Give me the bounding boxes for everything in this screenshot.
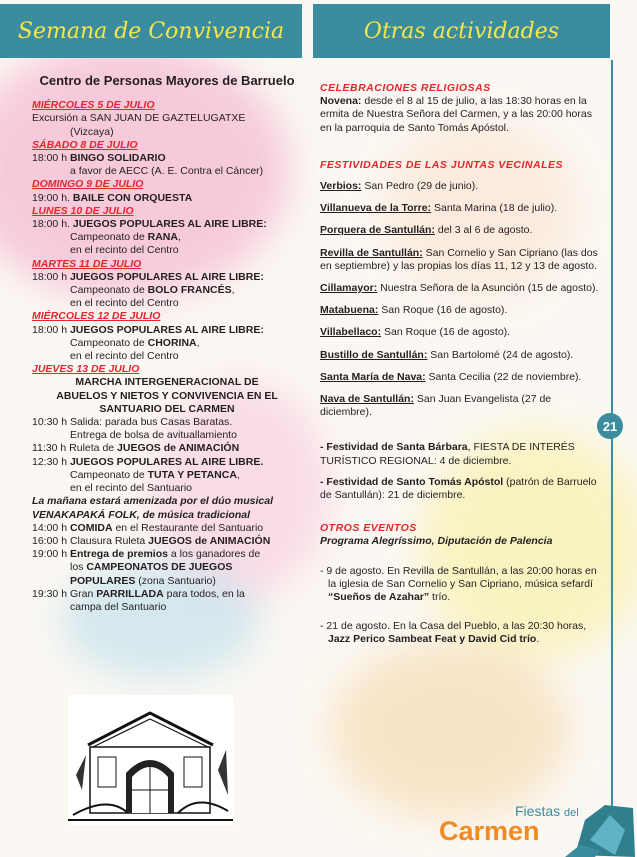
- novena-label: Novena:: [320, 95, 362, 108]
- event-time: 16:00 h: [32, 534, 70, 547]
- line-bold: CAMPEONATOS DE JUEGOS: [86, 561, 233, 574]
- event-sefardi: [320, 565, 602, 605]
- fiestas-logo: [439, 800, 635, 857]
- day-heading: MARTES 11 DE JULIO: [32, 257, 142, 270]
- junta-text: Santa Cecilia (22 de noviembre).: [425, 370, 582, 383]
- logo-fiestas-word: Fiestas: [515, 803, 561, 819]
- junta-text: San Roque (16 de agosto).: [378, 304, 508, 317]
- schedule-event: [32, 416, 302, 429]
- event-time: 19:30 h: [32, 587, 70, 600]
- day-heading: MIÉRCOLES 12 DE JULIO: [32, 310, 161, 323]
- left-column: [32, 74, 302, 614]
- line-text: Campeonato de: [70, 468, 148, 481]
- event-title: BINGO SOLIDARIO: [69, 152, 166, 165]
- junta-text: San Juan Evangelista (27 de diciembre).: [320, 393, 552, 419]
- event-text: para todos, en la: [163, 587, 245, 600]
- junta-text: Santa Marina (18 de julio).: [431, 202, 558, 215]
- logo-del-word: del: [564, 807, 579, 819]
- junta-text: San Roque (16 de agosto).: [381, 326, 511, 339]
- junta-place: Verbios:: [320, 180, 362, 193]
- fest-santa-barbara-label: - Festividad de Santa Bárbara: [320, 441, 468, 454]
- junta-item: [320, 326, 602, 339]
- religiosas-heading: CELEBRACIONES RELIGIOSAS: [320, 82, 491, 94]
- fest-santa-barbara: [320, 441, 602, 467]
- schedule-line: [32, 337, 302, 350]
- page-number: 21: [597, 413, 623, 439]
- event-time: 14:00 h: [32, 521, 70, 534]
- schedule-list: [32, 99, 302, 614]
- logo-carmen: Carmen: [439, 816, 540, 846]
- event-title: Entrega de premios: [69, 548, 168, 561]
- junta-place: Villanueva de la Torre:: [320, 202, 432, 215]
- schedule-line: SANTUARIO DEL CARMEN: [99, 402, 235, 415]
- schedule-line: en el recinto del Centro: [70, 350, 179, 363]
- fest-santo-tomas: [320, 476, 602, 502]
- schedule-event: [32, 548, 302, 561]
- event-text: Salida: parada bus Casas Baratas.: [69, 416, 233, 429]
- line-text: Campeonato de: [70, 336, 148, 349]
- event-text: Clausura Ruleta: [69, 534, 149, 547]
- event-title: JUEGOS de ANIMACIÓN: [148, 534, 271, 547]
- right-banner-title: Otras actividades: [363, 18, 560, 44]
- junta-item: [320, 393, 602, 419]
- line-text: los: [70, 561, 87, 574]
- schedule-event: [32, 588, 302, 601]
- schedule-line: campa del Santuario: [70, 600, 167, 613]
- schedule-event: [32, 522, 302, 535]
- event-time: 19:00 h.: [32, 191, 73, 204]
- junta-text: del 3 al 6 de agosto.: [434, 224, 533, 237]
- schedule-line: MARCHA INTERGENERACIONAL DE: [75, 376, 259, 389]
- schedule-line: Excursión a SAN JUAN DE GAZTELUGATXE: [32, 112, 246, 125]
- junta-item: [320, 247, 602, 273]
- novena-paragraph: [320, 95, 602, 135]
- column-divider: [611, 60, 613, 850]
- junta-item: [320, 202, 602, 215]
- schedule-line: [32, 469, 302, 482]
- event-text: en el Restaurante del Santuario: [112, 521, 264, 534]
- line-bold: RANA: [147, 231, 178, 244]
- event-title: JUEGOS de ANIMACIÓN: [117, 442, 240, 455]
- junta-item: [320, 371, 602, 384]
- junta-place: Bustillo de Santullán:: [320, 348, 428, 361]
- schedule-line: ABUELOS Y NIETOS Y CONVIVENCIA EN EL: [56, 389, 278, 402]
- event-title: PARRILLADA: [96, 587, 164, 600]
- junta-item: [320, 304, 602, 317]
- event-time: 11:30 h: [32, 442, 70, 455]
- day-heading: LUNES 10 DE JULIO: [32, 204, 134, 217]
- day-heading: DOMINGO 9 DE JULIO: [32, 178, 144, 191]
- junta-text: San Pedro (29 de junio).: [361, 180, 479, 193]
- schedule-event: [32, 192, 302, 205]
- line-bold: POPULARES: [70, 574, 136, 587]
- event-jazz-title: Jazz Perico Sambeat Feat y David Cid trío: [328, 633, 537, 646]
- event-sefardi-text: - 9 de agosto. En Revilla de Santullán, a las 20:00 horas en la iglesia de San Cornelio y San Cipriano, música sefardí: [320, 564, 597, 590]
- junta-text: Nuestra Señora de la Asunción (15 de agosto).: [377, 282, 599, 295]
- event-sefardi-title: “Sueños de Azahar”: [328, 591, 430, 604]
- junta-item: [320, 180, 602, 193]
- sanctuary-drawing: [68, 695, 233, 825]
- event-sefardi-end: trío.: [429, 591, 451, 604]
- schedule-event: [32, 271, 302, 284]
- day-heading: MIÉRCOLES 5 DE JULIO: [32, 99, 155, 112]
- schedule-line: a favor de AECC (A. E. Contra el Cáncer): [70, 165, 264, 178]
- junta-text: San Bartolomé (24 de agosto).: [427, 348, 574, 361]
- schedule-note: La mañana estará amenizada por el dúo musical: [32, 495, 274, 508]
- junta-place: Santa María de Nava:: [320, 370, 426, 383]
- event-title: JUEGOS POPULARES AL AIRE LIBRE:: [72, 218, 267, 231]
- schedule-event: [32, 456, 302, 469]
- schedule-event: [32, 442, 302, 455]
- schedule-event: [32, 535, 302, 548]
- juntas-heading: FESTIVIDADES DE LAS JUNTAS VECINALES: [320, 158, 564, 171]
- fest-santa-barbara-text: , FIESTA DE INTERÉS TURÍSTICO REGIONAL: 4 de diciembre.: [320, 441, 575, 467]
- event-time: 18:00 h: [32, 152, 70, 165]
- day-heading: SÁBADO 8 DE JULIO: [32, 138, 138, 151]
- schedule-line: (Vizcaya): [70, 125, 114, 138]
- schedule-line: [32, 231, 302, 244]
- novena-text: desde el 8 al 15 de julio, a las 18:30 horas en la ermita de Nuestra Señora del Carmen, y a las 20:00 horas en la parroquia de Santo Tomás Apóstol.: [320, 95, 592, 134]
- juntas-list: [320, 180, 602, 419]
- event-title: COMIDA: [69, 521, 113, 534]
- event-time: 10:30 h: [32, 416, 70, 429]
- line-text: ,: [236, 468, 240, 481]
- event-text: Ruleta de: [69, 442, 118, 455]
- event-title: JUEGOS POPULARES AL AIRE LIBRE:: [69, 270, 264, 283]
- line-text: (zona Santuario): [135, 574, 216, 587]
- line-bold: TUTA Y PETANCA: [147, 468, 237, 481]
- event-time: 19:00 h: [32, 548, 70, 561]
- event-jazz-text: - 21 de agosto. En la Casa del Pueblo, a las 20:30 horas,: [320, 620, 587, 633]
- event-time: 18:00 h: [32, 323, 70, 336]
- schedule-line: en el recinto del Centro: [70, 244, 179, 257]
- schedule-line: [32, 575, 302, 588]
- schedule-note: VENAKAPAKÁ FOLK, de música tradicional: [32, 508, 251, 521]
- schedule-event: [32, 218, 302, 231]
- fest-santo-tomas-label: - Festividad de Santo Tomás Apóstol: [320, 475, 504, 488]
- junta-place: Matabuena:: [320, 304, 379, 317]
- junta-text: San Cornelio y San Cipriano (las dos en septiembre) y las propias los días 11, 12 y 13 de agosto.: [320, 246, 598, 272]
- line-text: ,: [196, 336, 200, 349]
- schedule-line: Entrega de bolsa de avituallamiento: [70, 429, 237, 442]
- line-text: ,: [177, 231, 181, 244]
- event-jazz-end: .: [536, 633, 540, 646]
- right-column: [320, 82, 602, 647]
- line-text: Campeonato de: [70, 231, 148, 244]
- junta-place: Nava de Santullán:: [320, 393, 414, 406]
- schedule-line: [32, 561, 302, 574]
- event-jazz: [320, 620, 602, 646]
- schedule-event: [32, 152, 302, 165]
- line-text: ,: [231, 284, 235, 297]
- otros-heading: OTROS EVENTOS: [320, 522, 417, 535]
- schedule-line: [32, 284, 302, 297]
- schedule-line: en el recinto del Santuario: [70, 482, 192, 495]
- otros-subtitle: Programa Alegríssimo, Diputación de Palencia: [320, 535, 553, 548]
- day-heading: JUEVES 13 DE JULIO: [32, 363, 140, 376]
- event-title: JUEGOS POPULARES AL AIRE LIBRE:: [69, 323, 264, 336]
- right-banner: [313, 4, 610, 58]
- event-time: 18:00 h.: [32, 218, 73, 231]
- line-bold: CHORINA: [147, 336, 197, 349]
- schedule-event: [32, 324, 302, 337]
- junta-item: [320, 349, 602, 362]
- line-bold: BOLO FRANCÉS: [147, 284, 232, 297]
- junta-place: Villabellaco:: [320, 326, 382, 339]
- junta-place: Cillamayor:: [320, 282, 378, 295]
- junta-item: [320, 282, 602, 295]
- fest-santo-tomas-text: (patrón de Barruelo de Santullán): 21 de diciembre.: [320, 475, 597, 502]
- event-title: BAILE CON ORQUESTA: [72, 191, 193, 204]
- line-text: Campeonato de: [70, 284, 148, 297]
- junta-place: Porquera de Santullán:: [320, 224, 435, 237]
- event-time: 12:30 h: [32, 455, 70, 468]
- left-banner: [0, 4, 302, 58]
- junta-place: Revilla de Santullán:: [320, 246, 423, 259]
- event-text: a los ganadores de: [167, 548, 261, 561]
- event-text: Gran: [69, 587, 97, 600]
- event-title: JUEGOS POPULARES AL AIRE LIBRE.: [69, 455, 264, 468]
- schedule-line: en el recinto del Centro: [70, 297, 179, 310]
- junta-item: [320, 224, 602, 237]
- event-time: 18:00 h: [32, 270, 70, 283]
- left-subtitle: Centro de Personas Mayores de Barruelo: [39, 73, 295, 88]
- left-banner-title: Semana de Convivencia: [17, 18, 285, 44]
